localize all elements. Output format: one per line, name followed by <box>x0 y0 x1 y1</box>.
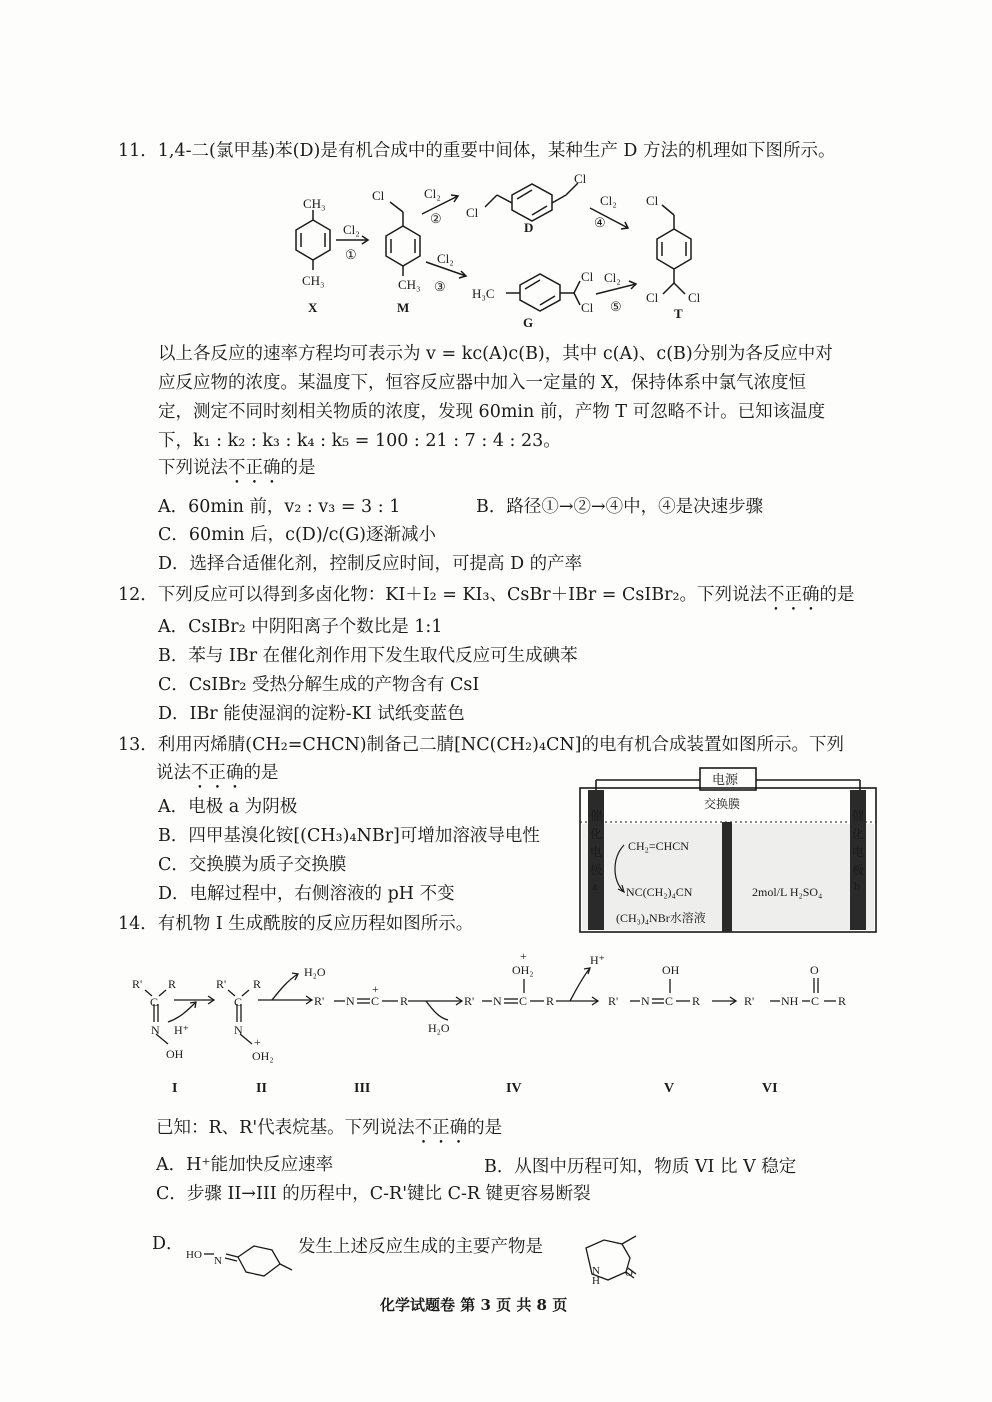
right-solution-label: 2mol/L H₂SO₄ <box>752 885 823 899</box>
left-electrode-char-2: 化 <box>590 827 603 841</box>
step1-num: ① <box>345 247 357 262</box>
iv-n: N <box>493 994 502 1008</box>
q14-known-pre: 已知：R、R'代表烷基。下列说法 <box>156 1118 415 1138</box>
left-electrode-char-1: 催 <box>590 809 603 823</box>
m-ch3: CH₃ <box>398 277 421 292</box>
vi-r: R <box>838 994 847 1008</box>
d-cl-right: Cl <box>574 171 587 186</box>
q12-stem-post: 的是 <box>819 585 855 605</box>
q14-known-emph: 不正确 <box>414 1118 468 1138</box>
q14-stem: 14．有机物 I 生成酰胺的反应历程如图所示。 <box>118 914 474 934</box>
numeral-iv: IV <box>506 1081 522 1096</box>
q14-option-d-text: 发生上述反应生成的主要产物是 <box>298 1237 543 1257</box>
q11-option-b: B．路径①→②→④中，④是决速步骤 <box>476 497 764 517</box>
oxime-ho: HO <box>186 1249 202 1261</box>
m-cl: Cl <box>372 188 385 203</box>
d-cl-left: Cl <box>466 205 479 220</box>
vi-rp: R' <box>744 994 755 1008</box>
step2-num: ② <box>430 211 442 226</box>
vi-c: C <box>811 994 820 1008</box>
g-label: G <box>523 315 534 330</box>
q13-option-a: A．电极 a 为阴极 <box>158 797 298 817</box>
g-cl-bottom: Cl <box>581 300 594 315</box>
i-r: R <box>168 977 177 991</box>
q13-option-b: B．四甲基溴化铵[(CH₃)₄NBr]可增加溶液导电性 <box>158 826 540 846</box>
lactam-o: O <box>625 1267 633 1279</box>
q11-stem: 11．1,4-二(氯甲基)苯(D)是有机合成中的重要中间体，某种生产 D 方法的机理如下图所示。 <box>118 141 836 161</box>
q13-stem-1: 13．利用丙烯腈(CH₂=CHCN)制备己二腈[NC(CH₂)₄CN]的电有机合成装置如图所示。下列 <box>118 735 845 755</box>
q13-stem-emph: 不正确 <box>191 763 244 783</box>
i-oh: OH <box>166 1047 184 1061</box>
q13-stem-pre: 说法 <box>156 763 191 783</box>
iii-n: N <box>346 994 355 1008</box>
step3-reagent: Cl₂ <box>437 251 454 266</box>
right-electrode-char-3: 电 <box>852 845 865 859</box>
t-cl-right: Cl <box>688 290 701 305</box>
q11-question-pre: 下列说法 <box>158 458 228 478</box>
oxime-n: N <box>214 1255 222 1267</box>
t-cl-top: Cl <box>646 193 659 208</box>
vi-nh: NH <box>781 994 799 1008</box>
q13-option-c: C．交换膜为质子交换膜 <box>158 855 347 875</box>
iii-r: R <box>400 994 409 1008</box>
q14-option-b: B．从图中历程可知，物质 VI 比 V 稳定 <box>484 1157 797 1177</box>
q11-para-2: 应反应物的浓度。某温度下，恒容反应器中加入一定量的 X，保持体系中氯气浓度恒 <box>158 373 807 393</box>
step3-num: ③ <box>434 279 446 294</box>
step5-reagent: Cl₂ <box>604 270 621 285</box>
q12-option-a: A．CsIBr₂ 中阴阳离子个数比是 1:1 <box>158 617 443 637</box>
numeral-v: V <box>664 1081 675 1096</box>
right-electrode-char-4: 极 <box>852 863 865 877</box>
ii-n: N <box>234 1023 243 1037</box>
q12-option-d: D．IBr 能使湿润的淀粉-KI 试纸变蓝色 <box>158 704 465 724</box>
lactam-n: N <box>592 1265 600 1277</box>
q11-question-post: 的是 <box>280 458 316 478</box>
left-solution-label: (CH₃)₄NBr水溶液 <box>616 911 706 925</box>
q11-para-1: 以上各反应的速率方程均可表示为 v = kc(A)c(B)，其中 c(A)、c(B)分别为各反应中对 <box>158 344 833 364</box>
ii-plus: + <box>254 1035 261 1049</box>
q14-known-post: 的是 <box>467 1118 503 1138</box>
iii-h2o-out: H₂O <box>304 965 326 979</box>
q14-option-a: A．H⁺能加快反应速率 <box>156 1155 334 1175</box>
q14-option-c: C．步骤 II→III 的历程中，C-R'键比 C-R 键更容易断裂 <box>156 1184 591 1204</box>
right-electrode-char-5: b <box>854 879 860 893</box>
v-c: C <box>665 994 674 1008</box>
page-footer: 化学试题卷 第 3 页 共 8 页 <box>380 1296 568 1314</box>
iii-plus: + <box>372 982 379 996</box>
step4-reagent: Cl₂ <box>600 193 617 208</box>
g-h3c: H₃C <box>472 286 495 301</box>
left-electrode-char-3: 电 <box>590 845 603 859</box>
lactam-h: H <box>592 1275 600 1287</box>
iii-c: C <box>371 994 380 1008</box>
t-label: T <box>674 306 683 321</box>
iii-rp: R' <box>314 994 325 1008</box>
iv-plus: + <box>520 949 527 963</box>
q12-stem-pre: 12．下列反应可以得到多卤化物：KI＋I₂ = KI₃、CsBr＋IBr = CsIBr₂。下列说法 <box>118 585 768 605</box>
iii-h2o-in: H₂O <box>428 1021 450 1035</box>
power-label: 电源 <box>712 772 739 787</box>
numeral-iii: III <box>354 1081 371 1096</box>
step1-reagent: Cl₂ <box>343 222 360 237</box>
numeral-vi: VI <box>762 1081 778 1096</box>
right-electrode-char-2: 化 <box>852 827 865 841</box>
q14-option-d-label: D． <box>152 1234 184 1254</box>
right-electrode-char-1: 催 <box>852 809 865 823</box>
product-label: NC(CH₂)₄CN <box>626 885 693 899</box>
left-electrode-char-5: a <box>592 879 598 893</box>
t-cl-left: Cl <box>646 290 659 305</box>
q11-question-emph: 不正确 <box>228 458 281 478</box>
ii-rp: R' <box>216 977 227 991</box>
iv-c: C <box>519 994 528 1008</box>
iv-rp: R' <box>464 994 475 1008</box>
q13-stem-post: 的是 <box>243 763 279 783</box>
membrane-label: 交换膜 <box>704 797 741 811</box>
q11-para-4: 下，k₁ : k₂ : k₃ : k₄ : k₅ = 100 : 21 : 7 : 4 : 23。 <box>158 431 561 451</box>
step5-num: ⑤ <box>610 299 622 314</box>
i-hplus: H⁺ <box>174 1023 189 1037</box>
x-ch3-bottom: CH₃ <box>302 273 325 288</box>
numeral-i: I <box>172 1081 178 1096</box>
iv-oh2: OH₂ <box>512 963 534 977</box>
left-electrode-char-4: 极 <box>590 863 603 877</box>
x-ch3-top: CH₃ <box>303 196 326 211</box>
i-n: N <box>151 1023 160 1037</box>
ii-c: C <box>234 995 243 1009</box>
step4-num: ④ <box>594 215 606 230</box>
q11-para-3: 定，测定不同时刻相关物质的浓度，发现 60min 前，产物 T 可忽略不计。已知该温度 <box>158 402 826 422</box>
q11-option-a: A．60min 前，v₂ : v₃ = 3 : 1 <box>158 497 401 517</box>
v-rp: R' <box>608 994 619 1008</box>
iv-hplus: H⁺ <box>590 953 605 967</box>
numeral-ii: II <box>256 1081 267 1096</box>
i-c: C <box>150 995 159 1009</box>
v-r: R <box>692 994 701 1008</box>
g-cl-top: Cl <box>581 269 594 284</box>
vi-o: O <box>810 963 819 977</box>
q13-option-d: D．电解过程中，右侧溶液的 pH 不变 <box>158 884 455 904</box>
step2-reagent: Cl₂ <box>424 186 441 201</box>
q11-option-d: D．选择合适催化剂，控制反应时间，可提高 D 的产率 <box>158 554 583 574</box>
q12-option-b: B．苯与 IBr 在催化剂作用下发生取代反应可生成碘苯 <box>158 646 578 666</box>
q12-stem-emph: 不正确 <box>767 585 820 605</box>
ii-oh2: OH₂ <box>252 1049 274 1063</box>
x-label: X <box>308 300 318 315</box>
m-label: M <box>397 300 410 315</box>
ii-r: R <box>253 977 262 991</box>
v-n: N <box>641 994 650 1008</box>
i-rp: R' <box>132 977 143 991</box>
q11-option-c: C．60min 后，c(D)/c(G)逐渐减小 <box>158 525 436 545</box>
v-oh: OH <box>662 963 680 977</box>
d-label: D <box>524 220 534 235</box>
q12-option-c: C．CsIBr₂ 受热分解生成的产物含有 CsI <box>158 675 480 695</box>
reactant-label: CH₂=CHCN <box>628 839 689 853</box>
iv-r: R <box>546 994 555 1008</box>
